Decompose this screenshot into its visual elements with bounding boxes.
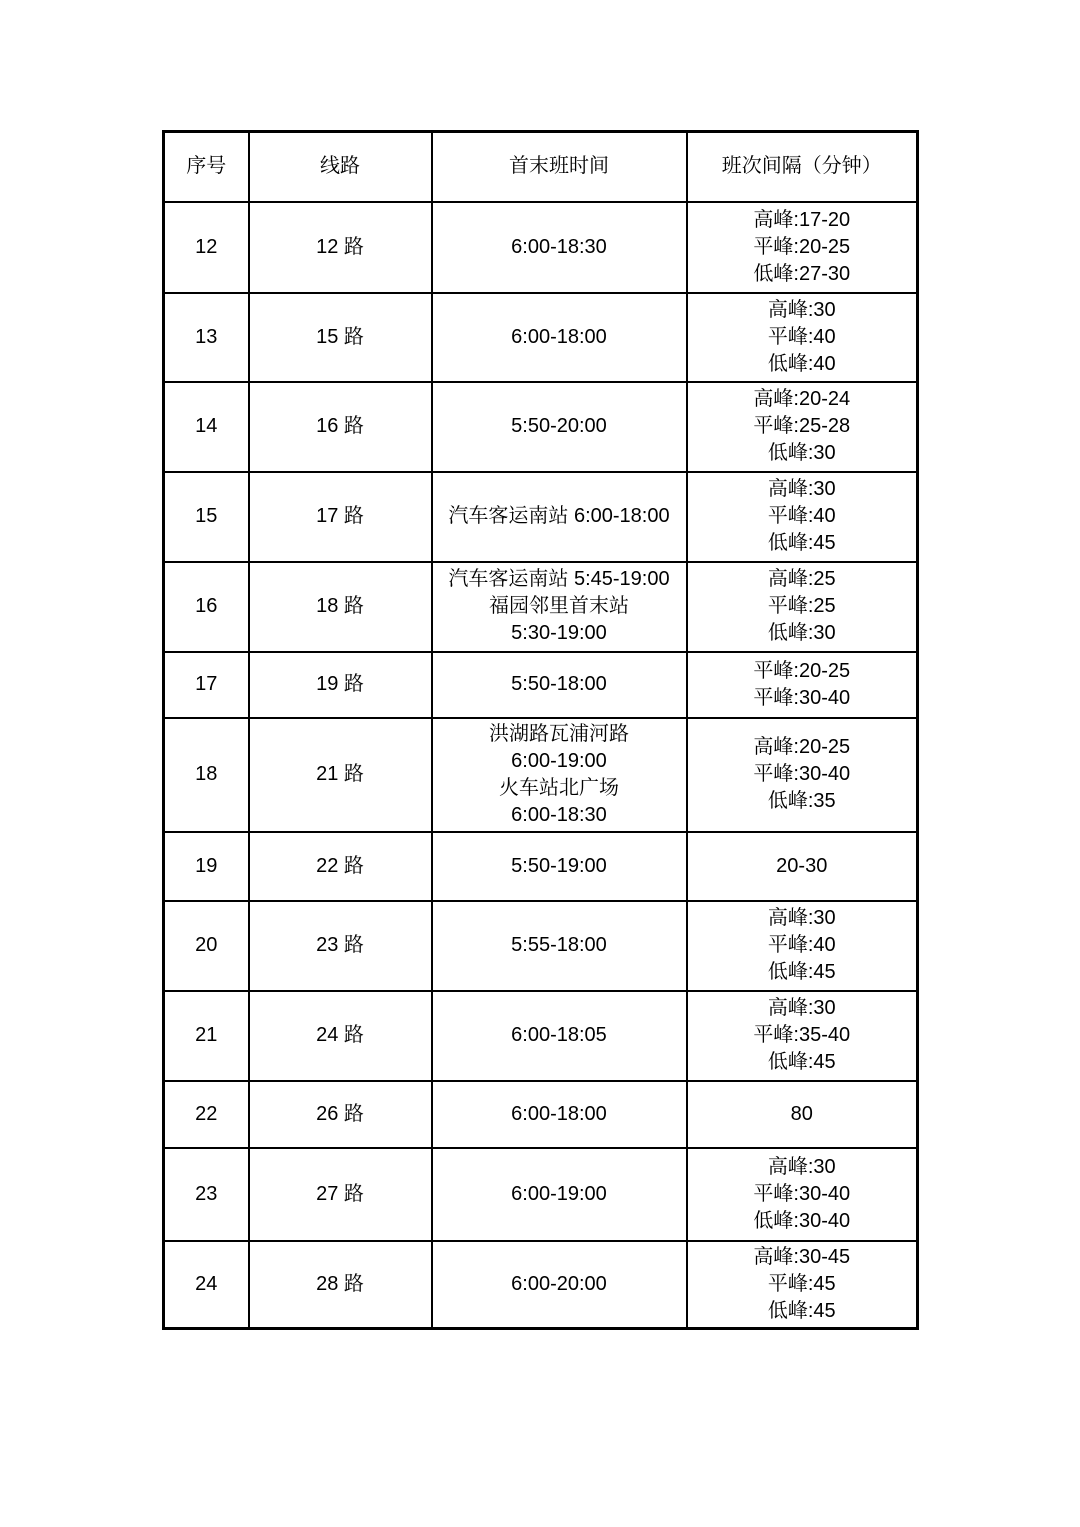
cell-no — [164, 901, 249, 991]
header-no: 序号 — [164, 132, 249, 202]
cell-interval — [687, 832, 918, 901]
cell-line — [249, 1081, 432, 1148]
cell-line — [249, 293, 432, 382]
cell-no — [164, 382, 249, 472]
cell-line — [249, 382, 432, 472]
table-row — [164, 652, 918, 718]
header-first-last-time: 首末班时间 — [432, 132, 687, 202]
cell-time — [432, 652, 687, 718]
cell-interval-line: 低峰:30 — [767, 622, 836, 644]
cell-interval-line: 平峰:20-25 — [753, 235, 851, 258]
cell-line — [249, 202, 432, 293]
table-row — [164, 832, 918, 901]
cell-time — [432, 1241, 687, 1329]
cell-line-line: 17 路 — [316, 505, 364, 527]
cell-interval-line: 低峰:45 — [767, 961, 836, 983]
cell-interval — [687, 652, 918, 718]
cell-no — [164, 293, 249, 382]
cell-interval-line: 平峰:20-25 — [753, 659, 851, 682]
cell-time-line: 福园邻里首末站 — [489, 595, 629, 617]
cell-line-line: 28 路 — [316, 1272, 364, 1295]
header-row — [164, 132, 918, 202]
table-row — [164, 1081, 918, 1148]
cell-interval-line: 平峰:40 — [767, 505, 836, 527]
cell-line-line: 22 路 — [316, 854, 364, 877]
cell-interval-line: 20-30 — [776, 854, 828, 877]
table-row — [164, 382, 918, 472]
cell-no-line: 15 — [195, 505, 218, 527]
cell-interval — [687, 202, 918, 293]
header-line: 线路 — [249, 132, 432, 202]
cell-time — [432, 562, 687, 652]
cell-interval-line: 高峰:30-45 — [753, 1245, 851, 1268]
cell-no — [164, 991, 249, 1081]
cell-time — [432, 293, 687, 382]
cell-no — [164, 1241, 249, 1329]
cell-time-line: 5:50-18:00 — [511, 673, 607, 695]
cell-no-line: 19 — [195, 854, 218, 877]
cell-time-line: 6:00-20:00 — [511, 1272, 607, 1295]
cell-interval-line: 平峰:40 — [767, 325, 836, 348]
cell-line — [249, 652, 432, 718]
cell-time-line: 洪湖路瓦浦河路 — [489, 722, 629, 745]
cell-time-line: 6:00-18:30 — [511, 803, 607, 826]
cell-no-line: 17 — [195, 673, 218, 695]
cell-time — [432, 472, 687, 562]
cell-interval — [687, 293, 918, 382]
cell-no-line: 12 — [195, 235, 218, 258]
cell-interval — [687, 472, 918, 562]
cell-time-line: 6:00-18:05 — [511, 1024, 607, 1046]
table-row — [164, 901, 918, 991]
cell-line — [249, 472, 432, 562]
bus-schedule-table — [162, 130, 919, 1330]
cell-interval-line: 低峰:45 — [767, 1299, 836, 1322]
cell-line-line: 15 路 — [316, 325, 364, 348]
cell-interval-line: 高峰:20-24 — [753, 388, 851, 410]
cell-interval-line: 低峰:30-40 — [753, 1209, 851, 1232]
cell-interval-line: 低峰:45 — [767, 532, 836, 554]
cell-no — [164, 1081, 249, 1148]
cell-no — [164, 718, 249, 832]
cell-interval-line: 高峰:30 — [767, 478, 836, 500]
cell-interval-line: 低峰:40 — [767, 352, 836, 375]
cell-time-line: 6:00-18:00 — [511, 325, 607, 348]
cell-interval-line: 低峰:27-30 — [753, 262, 851, 285]
cell-interval-line: 低峰:30 — [767, 442, 836, 464]
cell-no-line: 13 — [195, 325, 218, 348]
cell-line-line: 24 路 — [316, 1024, 364, 1046]
cell-line — [249, 901, 432, 991]
cell-interval-line: 高峰:30 — [767, 997, 836, 1019]
cell-no — [164, 1148, 249, 1241]
cell-no-line: 21 — [195, 1024, 218, 1046]
cell-interval — [687, 901, 918, 991]
table-row — [164, 472, 918, 562]
cell-time-line: 6:00-18:00 — [511, 1102, 607, 1125]
cell-no — [164, 202, 249, 293]
table-row — [164, 202, 918, 293]
cell-interval-line: 平峰:35-40 — [753, 1024, 851, 1046]
table-row — [164, 562, 918, 652]
cell-no — [164, 562, 249, 652]
cell-time — [432, 1148, 687, 1241]
cell-interval — [687, 991, 918, 1081]
cell-line-line: 27 路 — [316, 1182, 364, 1205]
table-row — [164, 991, 918, 1081]
cell-time-line: 汽车客运南站 5:45-19:00 — [448, 568, 670, 590]
cell-no — [164, 832, 249, 901]
cell-interval-line: 高峰:30 — [767, 1155, 836, 1178]
header-interval: 班次间隔（分钟） — [687, 132, 918, 202]
cell-line — [249, 1241, 432, 1329]
cell-line-line: 21 路 — [316, 763, 364, 785]
cell-time-line: 6:00-19:00 — [511, 1182, 607, 1205]
cell-time-line: 汽车客运南站 6:00-18:00 — [448, 505, 670, 527]
cell-no-line: 14 — [195, 415, 218, 437]
cell-line-line: 23 路 — [316, 934, 364, 956]
cell-interval-line: 高峰:20-25 — [753, 736, 851, 758]
cell-time-line: 5:30-19:00 — [511, 622, 607, 644]
cell-line — [249, 562, 432, 652]
cell-interval — [687, 382, 918, 472]
cell-interval — [687, 1148, 918, 1241]
cell-time — [432, 991, 687, 1081]
cell-interval-line: 平峰:45 — [767, 1272, 836, 1295]
cell-line — [249, 1148, 432, 1241]
table-row — [164, 293, 918, 382]
cell-interval-line: 高峰:25 — [767, 568, 836, 590]
cell-time-line: 6:00-19:00 — [511, 749, 607, 772]
cell-time — [432, 718, 687, 832]
cell-no-line: 23 — [195, 1182, 218, 1205]
cell-time — [432, 382, 687, 472]
cell-time-line: 5:50-19:00 — [511, 854, 607, 877]
cell-line-line: 18 路 — [316, 595, 364, 617]
cell-interval-line: 低峰:45 — [767, 1051, 836, 1073]
cell-line — [249, 718, 432, 832]
cell-line-line: 12 路 — [316, 235, 364, 258]
cell-interval-line: 平峰:30-40 — [753, 1182, 851, 1205]
cell-time — [432, 1081, 687, 1148]
cell-time-line: 火车站北广场 — [499, 776, 619, 799]
cell-interval-line: 平峰:25-28 — [753, 415, 851, 437]
cell-line-line: 16 路 — [316, 415, 364, 437]
cell-no-line: 24 — [195, 1272, 218, 1295]
cell-interval-line: 平峰:30-40 — [753, 686, 851, 709]
cell-no-line: 22 — [195, 1102, 218, 1125]
cell-interval-line: 高峰:17-20 — [753, 208, 851, 231]
table-row — [164, 718, 918, 832]
cell-interval-line: 高峰:30 — [767, 907, 836, 929]
cell-line-line: 26 路 — [316, 1102, 364, 1125]
cell-interval-line: 高峰:30 — [767, 298, 836, 321]
cell-line — [249, 832, 432, 901]
cell-interval — [687, 562, 918, 652]
table-row — [164, 1241, 918, 1329]
cell-time-line: 5:50-20:00 — [511, 415, 607, 437]
cell-interval — [687, 718, 918, 832]
cell-interval — [687, 1241, 918, 1329]
cell-time — [432, 202, 687, 293]
cell-line — [249, 991, 432, 1081]
cell-time — [432, 832, 687, 901]
cell-interval-line: 80 — [790, 1102, 813, 1125]
table-row — [164, 1148, 918, 1241]
cell-interval-line: 低峰:35 — [767, 790, 836, 812]
cell-time-line: 5:55-18:00 — [511, 934, 607, 956]
cell-no-line: 16 — [195, 595, 218, 617]
cell-no — [164, 472, 249, 562]
cell-time — [432, 901, 687, 991]
cell-no — [164, 652, 249, 718]
cell-interval — [687, 1081, 918, 1148]
cell-time-line: 6:00-18:30 — [511, 235, 607, 258]
cell-no-line: 20 — [195, 934, 218, 956]
cell-interval-line: 平峰:25 — [767, 595, 836, 617]
cell-interval-line: 平峰:40 — [767, 934, 836, 956]
cell-line-line: 19 路 — [316, 673, 364, 695]
table-body — [164, 202, 918, 1329]
cell-interval-line: 平峰:30-40 — [753, 763, 851, 785]
cell-no-line: 18 — [195, 763, 218, 785]
